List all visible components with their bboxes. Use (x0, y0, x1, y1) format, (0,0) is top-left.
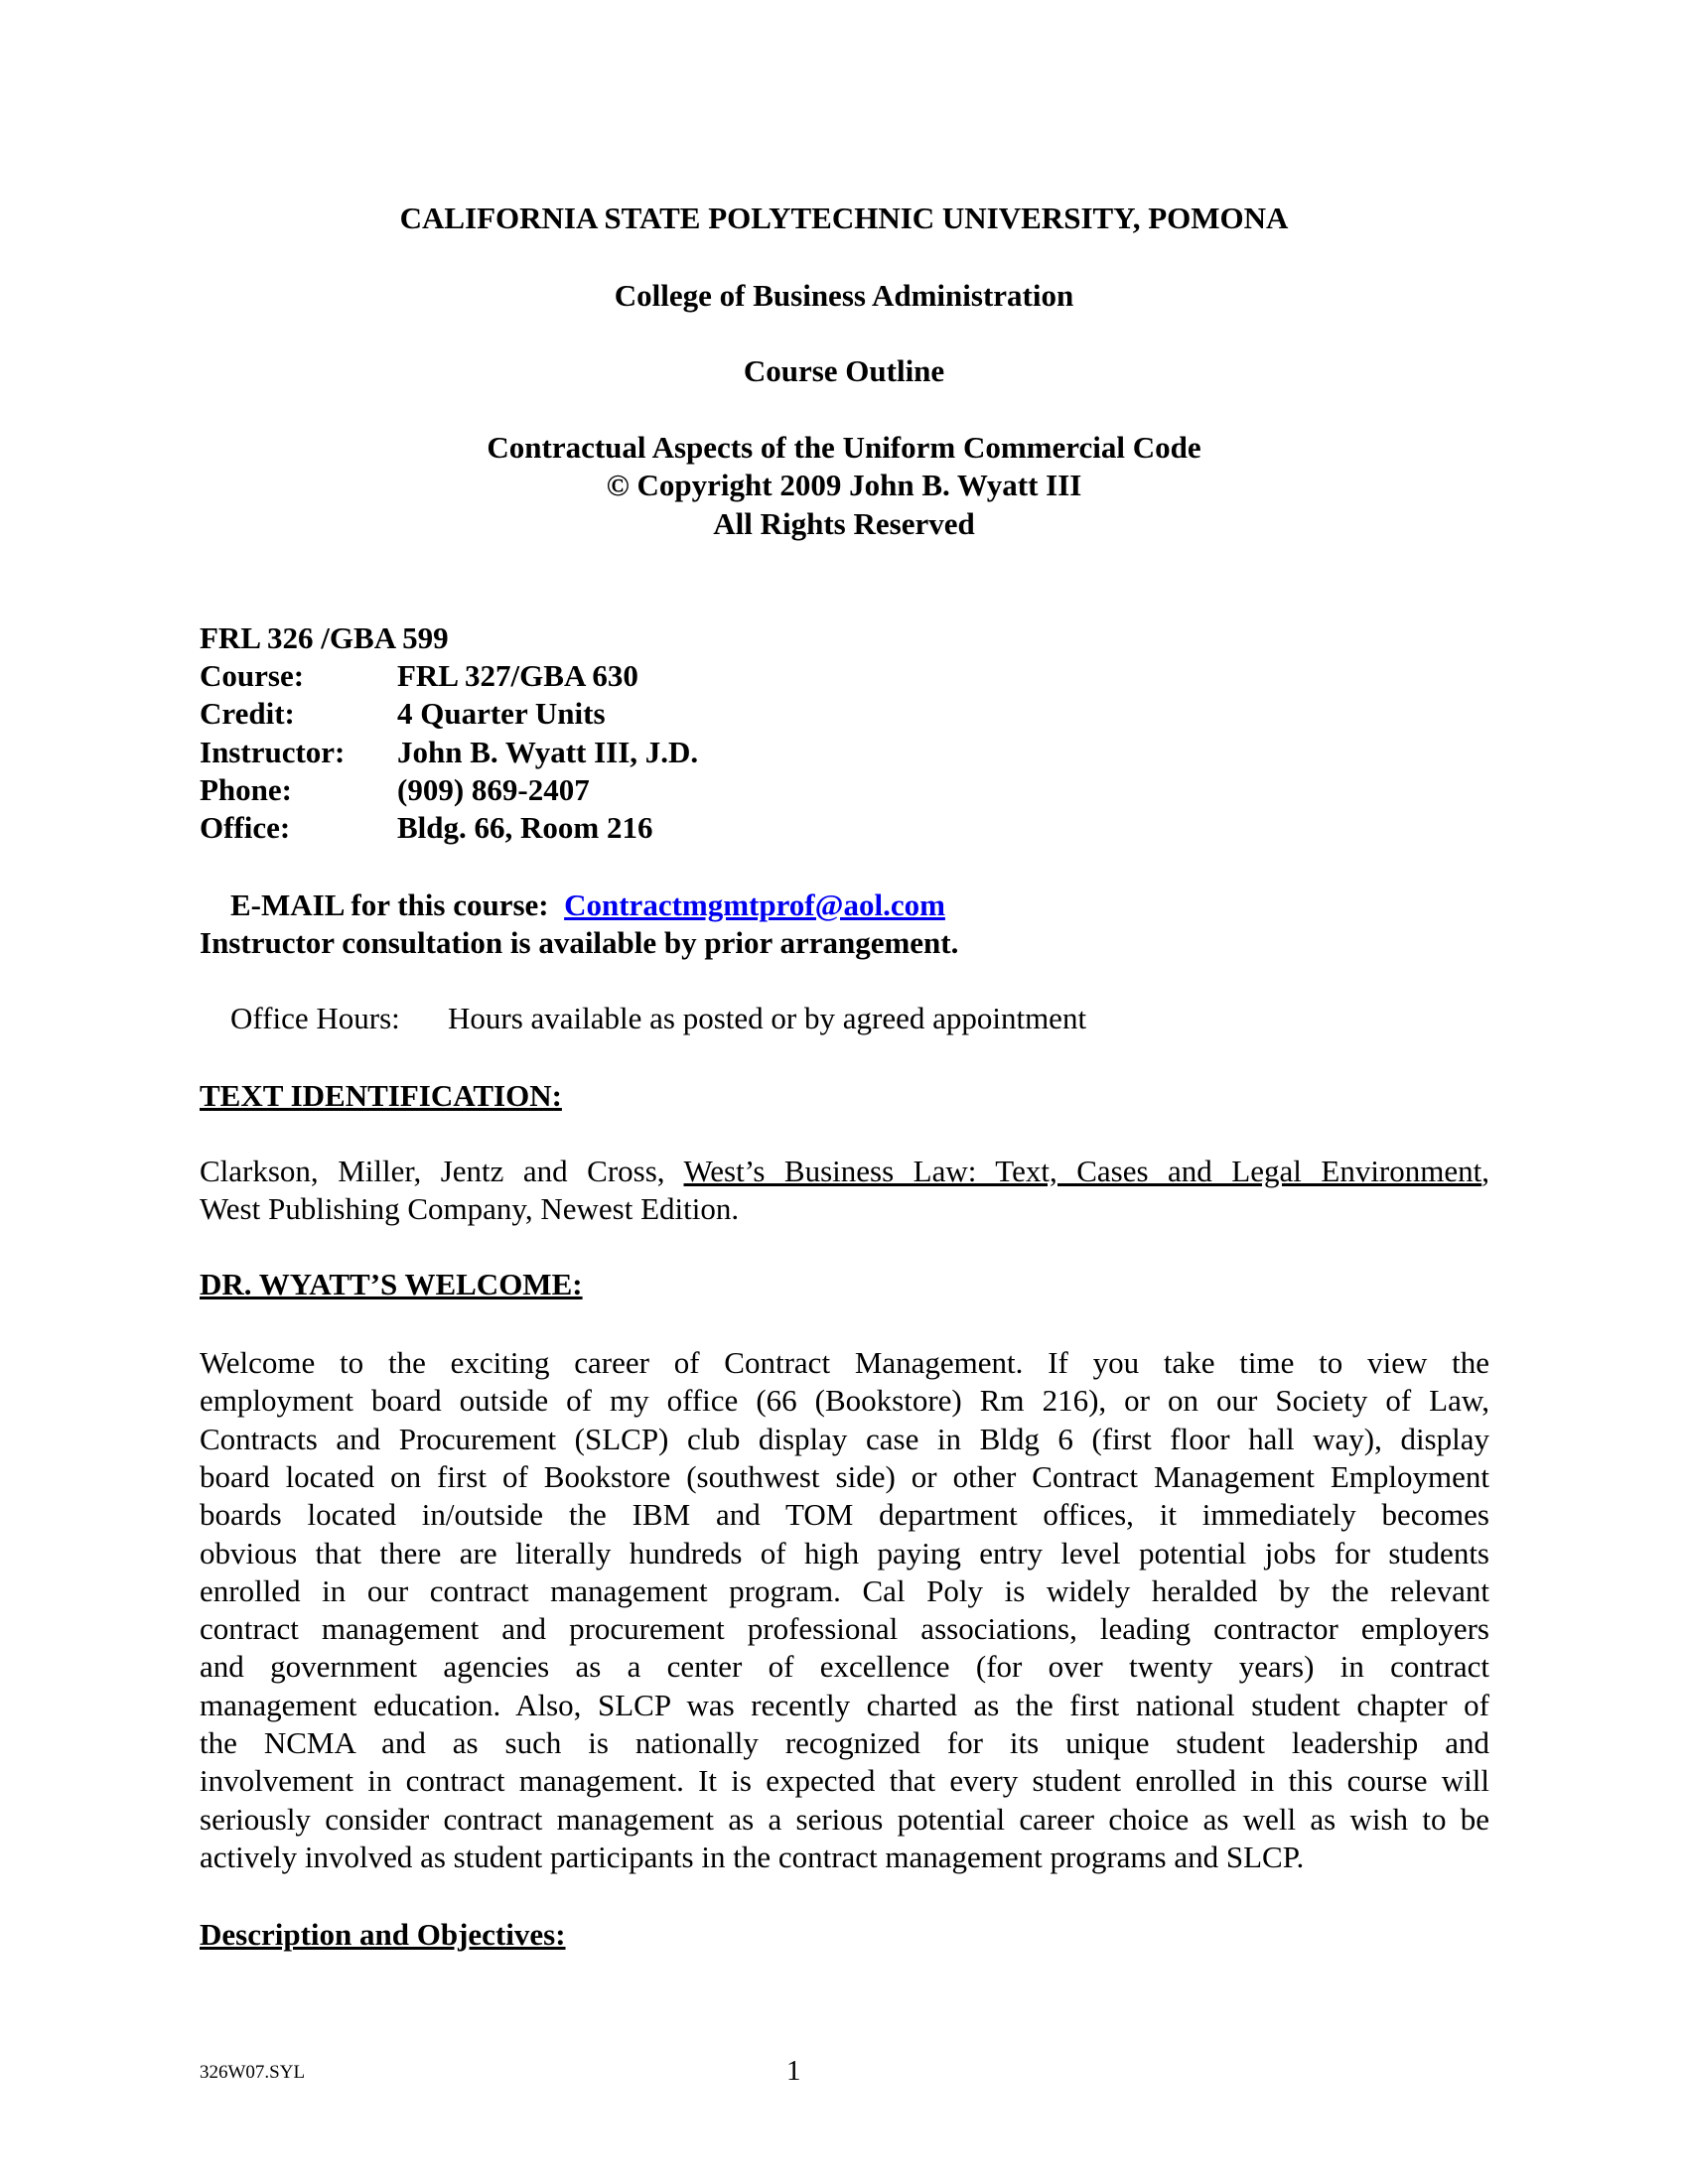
course-info-row (200, 771, 590, 809)
page-number: 1 (786, 2055, 801, 2087)
welcome-line: actively involved as student participants in the contract management programs and SLCP. (200, 1839, 1305, 1874)
text-identification-heading: TEXT IDENTIFICATION: (200, 1078, 562, 1113)
university-name: CALIFORNIA STATE POLYTECHNIC UNIVERSITY, POMONA (399, 201, 1289, 235)
course-info-row (200, 809, 653, 847)
welcome-line: Welcome to the exciting career of Contract Management. If you take time to view the (200, 1345, 1489, 1380)
info-label: Office: (200, 810, 291, 846)
course-info-row (200, 657, 638, 695)
course-title: Contractual Aspects of the Uniform Commercial Code (487, 430, 1201, 465)
course-info-row (200, 695, 606, 733)
office-hours-value: Hours available as posted or by agreed appointment (448, 1001, 1087, 1035)
welcome-line: involvement in contract management. It is expected that every student enrolled in this course will (200, 1763, 1489, 1799)
welcome-line: obvious that there are literally hundreds of high paying entry level potential jobs for students (200, 1535, 1489, 1570)
welcome-line: employment board outside of my office (66 (Bookstore) Rm 216), or on our Society of Law, (200, 1383, 1489, 1419)
footer-file-name: 326W07.SYL (200, 2062, 306, 2083)
document-type: Course Outline (743, 353, 945, 388)
info-label: Instructor: (200, 734, 346, 769)
info-label: Phone: (200, 771, 292, 807)
office-hours-row (200, 962, 1087, 1075)
course-code: FRL 326 /GBA 599 (200, 620, 449, 655)
info-value: 4 Quarter Units (397, 696, 606, 732)
textbook-publisher: West Publishing Company, Newest Edition. (200, 1191, 740, 1226)
welcome-line: Contracts and Procurement (SLCP) club display case in Bldg 6 (first floor hall way), display (200, 1421, 1489, 1456)
description-heading: Description and Objectives: (200, 1917, 566, 1952)
course-info-row (200, 734, 699, 771)
email-label: E-MAIL for this course: (230, 887, 549, 922)
info-value: Bldg. 66, Room 216 (397, 810, 653, 846)
copyright-line: © Copyright 2009 John B. Wyatt III (606, 468, 1082, 502)
info-value: FRL 327/GBA 630 (397, 658, 638, 693)
welcome-line: board located on first of Bookstore (southwest side) or other Contract Management Employment (200, 1458, 1489, 1494)
college-name: College of Business Administration (614, 278, 1074, 313)
welcome-line: contract management and procurement professional associations, leading contractor employers (200, 1611, 1489, 1647)
textbook-citation: Clarkson, Miller, Jentz and Cross, West’s Business Law: Text, Cases and Legal Environment, (200, 1154, 1489, 1188)
welcome-line: seriously consider contract management as a serious potential career choice as well as wish to be (200, 1801, 1489, 1837)
info-value: John B. Wyatt III, J.D. (397, 734, 699, 769)
welcome-line: and government agencies as a center of excellence (for over twenty years) in contract (200, 1649, 1489, 1685)
welcome-line: boards located in/outside the IBM and TOM department offices, it immediately becomes (200, 1497, 1489, 1533)
welcome-line: management education. Also, SLCP was recently charted as the first national student chapter of (200, 1687, 1489, 1722)
office-hours-label: Office Hours: (230, 1001, 400, 1035)
welcome-line: enrolled in our contract management program. Cal Poly is widely heralded by the relevant (200, 1572, 1489, 1608)
welcome-heading: DR. WYATT’S WELCOME: (200, 1267, 583, 1301)
rights-line: All Rights Reserved (713, 506, 975, 541)
info-label: Course: (200, 658, 305, 693)
textbook-title: West’s Business Law: Text, Cases and Legal Environment (683, 1154, 1482, 1188)
info-value: (909) 869-2407 (397, 771, 590, 807)
info-label: Credit: (200, 696, 295, 732)
textbook-authors: Clarkson, Miller, Jentz and Cross, (200, 1154, 665, 1188)
welcome-line: the NCMA and as such is nationally recognized for its unique student leadership and (200, 1725, 1489, 1760)
email-link[interactable]: Contractmgmtprof@aol.com (564, 887, 945, 922)
consultation-notice: Instructor consultation is available by prior arrangement. (200, 925, 959, 960)
